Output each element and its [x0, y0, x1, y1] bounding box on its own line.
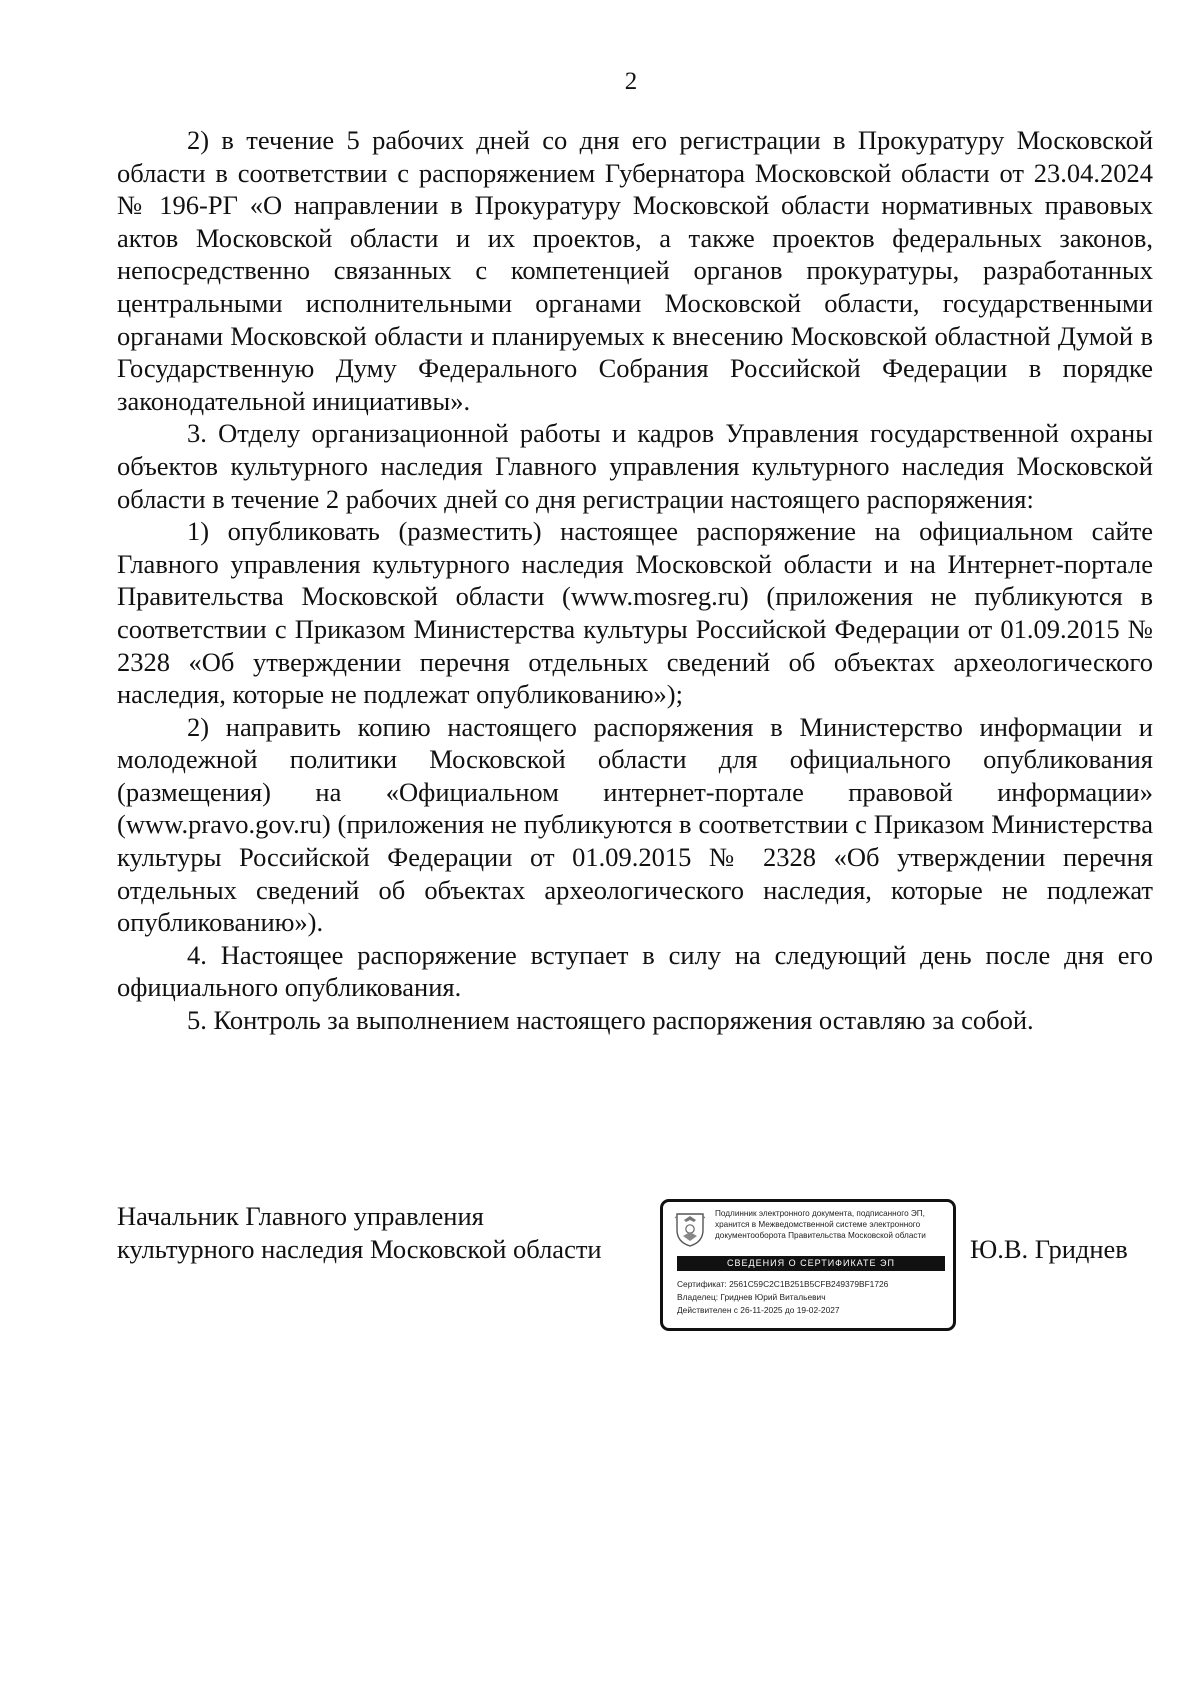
document-body — [117, 124, 1153, 1037]
stamp-header — [715, 1208, 951, 1241]
stamp-owner: Владелец: Гриднев Юрий Витальевич — [677, 1292, 826, 1303]
paragraph-section-4: 4. Настоящее распоряжение вступает в силу на следующий день после дня его официального опубликования. — [117, 939, 1153, 1003]
paragraph-item-1-publish: 1) опубликовать (разместить) настоящее распоряжение на официальном сайте Главного управления культурного наследия Московской области и на Интернет-портале Правительства Московской области (www.mosreg.ru) (приложения не публикуются в соответствии с Приказом Министерства культуры Российской Федерации от 01.09.2015 № 2328 «Об утверждении перечня отдельных сведений об объектах археологического наследия, которые не подлежат опубликованию»); — [117, 516, 1153, 710]
stamp-validity: Действителен с 26-11-2025 до 19-02-2027 — [677, 1305, 840, 1316]
stamp-certificate-info — [677, 1278, 949, 1318]
electronic-signature-stamp — [660, 1199, 956, 1331]
stamp-certificate-number: Сертификат: 2561C59C2C1B251B5CFB249379BF1726 — [677, 1279, 889, 1289]
stamp-header-line2: хранится в Межведомственной системе электронного — [715, 1220, 921, 1229]
stamp-certificate-bar: СВЕДЕНИЯ О СЕРТИФИКАТЕ ЭП — [677, 1256, 945, 1271]
stamp-header-line1: Подлинник электронного документа, подписанного ЭП, — [715, 1209, 925, 1218]
signatory-title-line1: Начальник Главного управления — [117, 1201, 484, 1231]
signatory-title-line2: культурного наследия Московской области — [117, 1234, 602, 1264]
paragraph-section-5: 5. Контроль за выполнением настоящего распоряжения оставляю за собой. — [187, 1005, 1034, 1036]
signatory-name: Ю.В. Гриднев — [970, 1234, 1128, 1264]
coat-of-arms-icon — [673, 1210, 707, 1248]
page-number: 2 — [624, 68, 638, 95]
paragraph-section-3: 3. Отделу организационной работы и кадров Управления государственной охраны объектов культурного наследия Главного управления культурного наследия Московской области в течение 2 рабочих дней со дня регистрации настоящего распоряжения: — [117, 418, 1153, 514]
signatory-title — [117, 1200, 602, 1266]
paragraph-item-2-prosecutor: 2) в течение 5 рабочих дней со дня его регистрации в Прокуратуру Московской области в соответствии с распоряжением Губернатора Московской области от 23.04.2024 № 196-РГ «О направлении в Прокуратуру Московской области нормативных правовых актов Московской области и их проектов, а также проектов федеральных законов, непосредственно связанных с компетенцией органов прокуратуры, разработанных центральными исполнительными органами Московской области, государственными органами Московской области и планируемых к внесению Московской областной Думой в Государственную Думу Федерального Собрания Российской Федерации в порядке законодательной инициативы». — [117, 125, 1153, 416]
paragraph-item-2-ministry: 2) направить копию настоящего распоряжения в Министерство информации и молодежной политики Московской области для официального опубликования (размещения) на «Официальном интернет-портале правовой информации» (www.pravo.gov.ru) (приложения не публикуются в соответствии с Приказом Министерства культуры Российской Федерации от 01.09.2015 № 2328 «Об утверждении перечня отдельных сведений об объектах археологического наследия, которые не подлежат опубликованию»). — [117, 711, 1153, 938]
stamp-header-line3: документооборота Правительства Московской области — [715, 1231, 926, 1240]
